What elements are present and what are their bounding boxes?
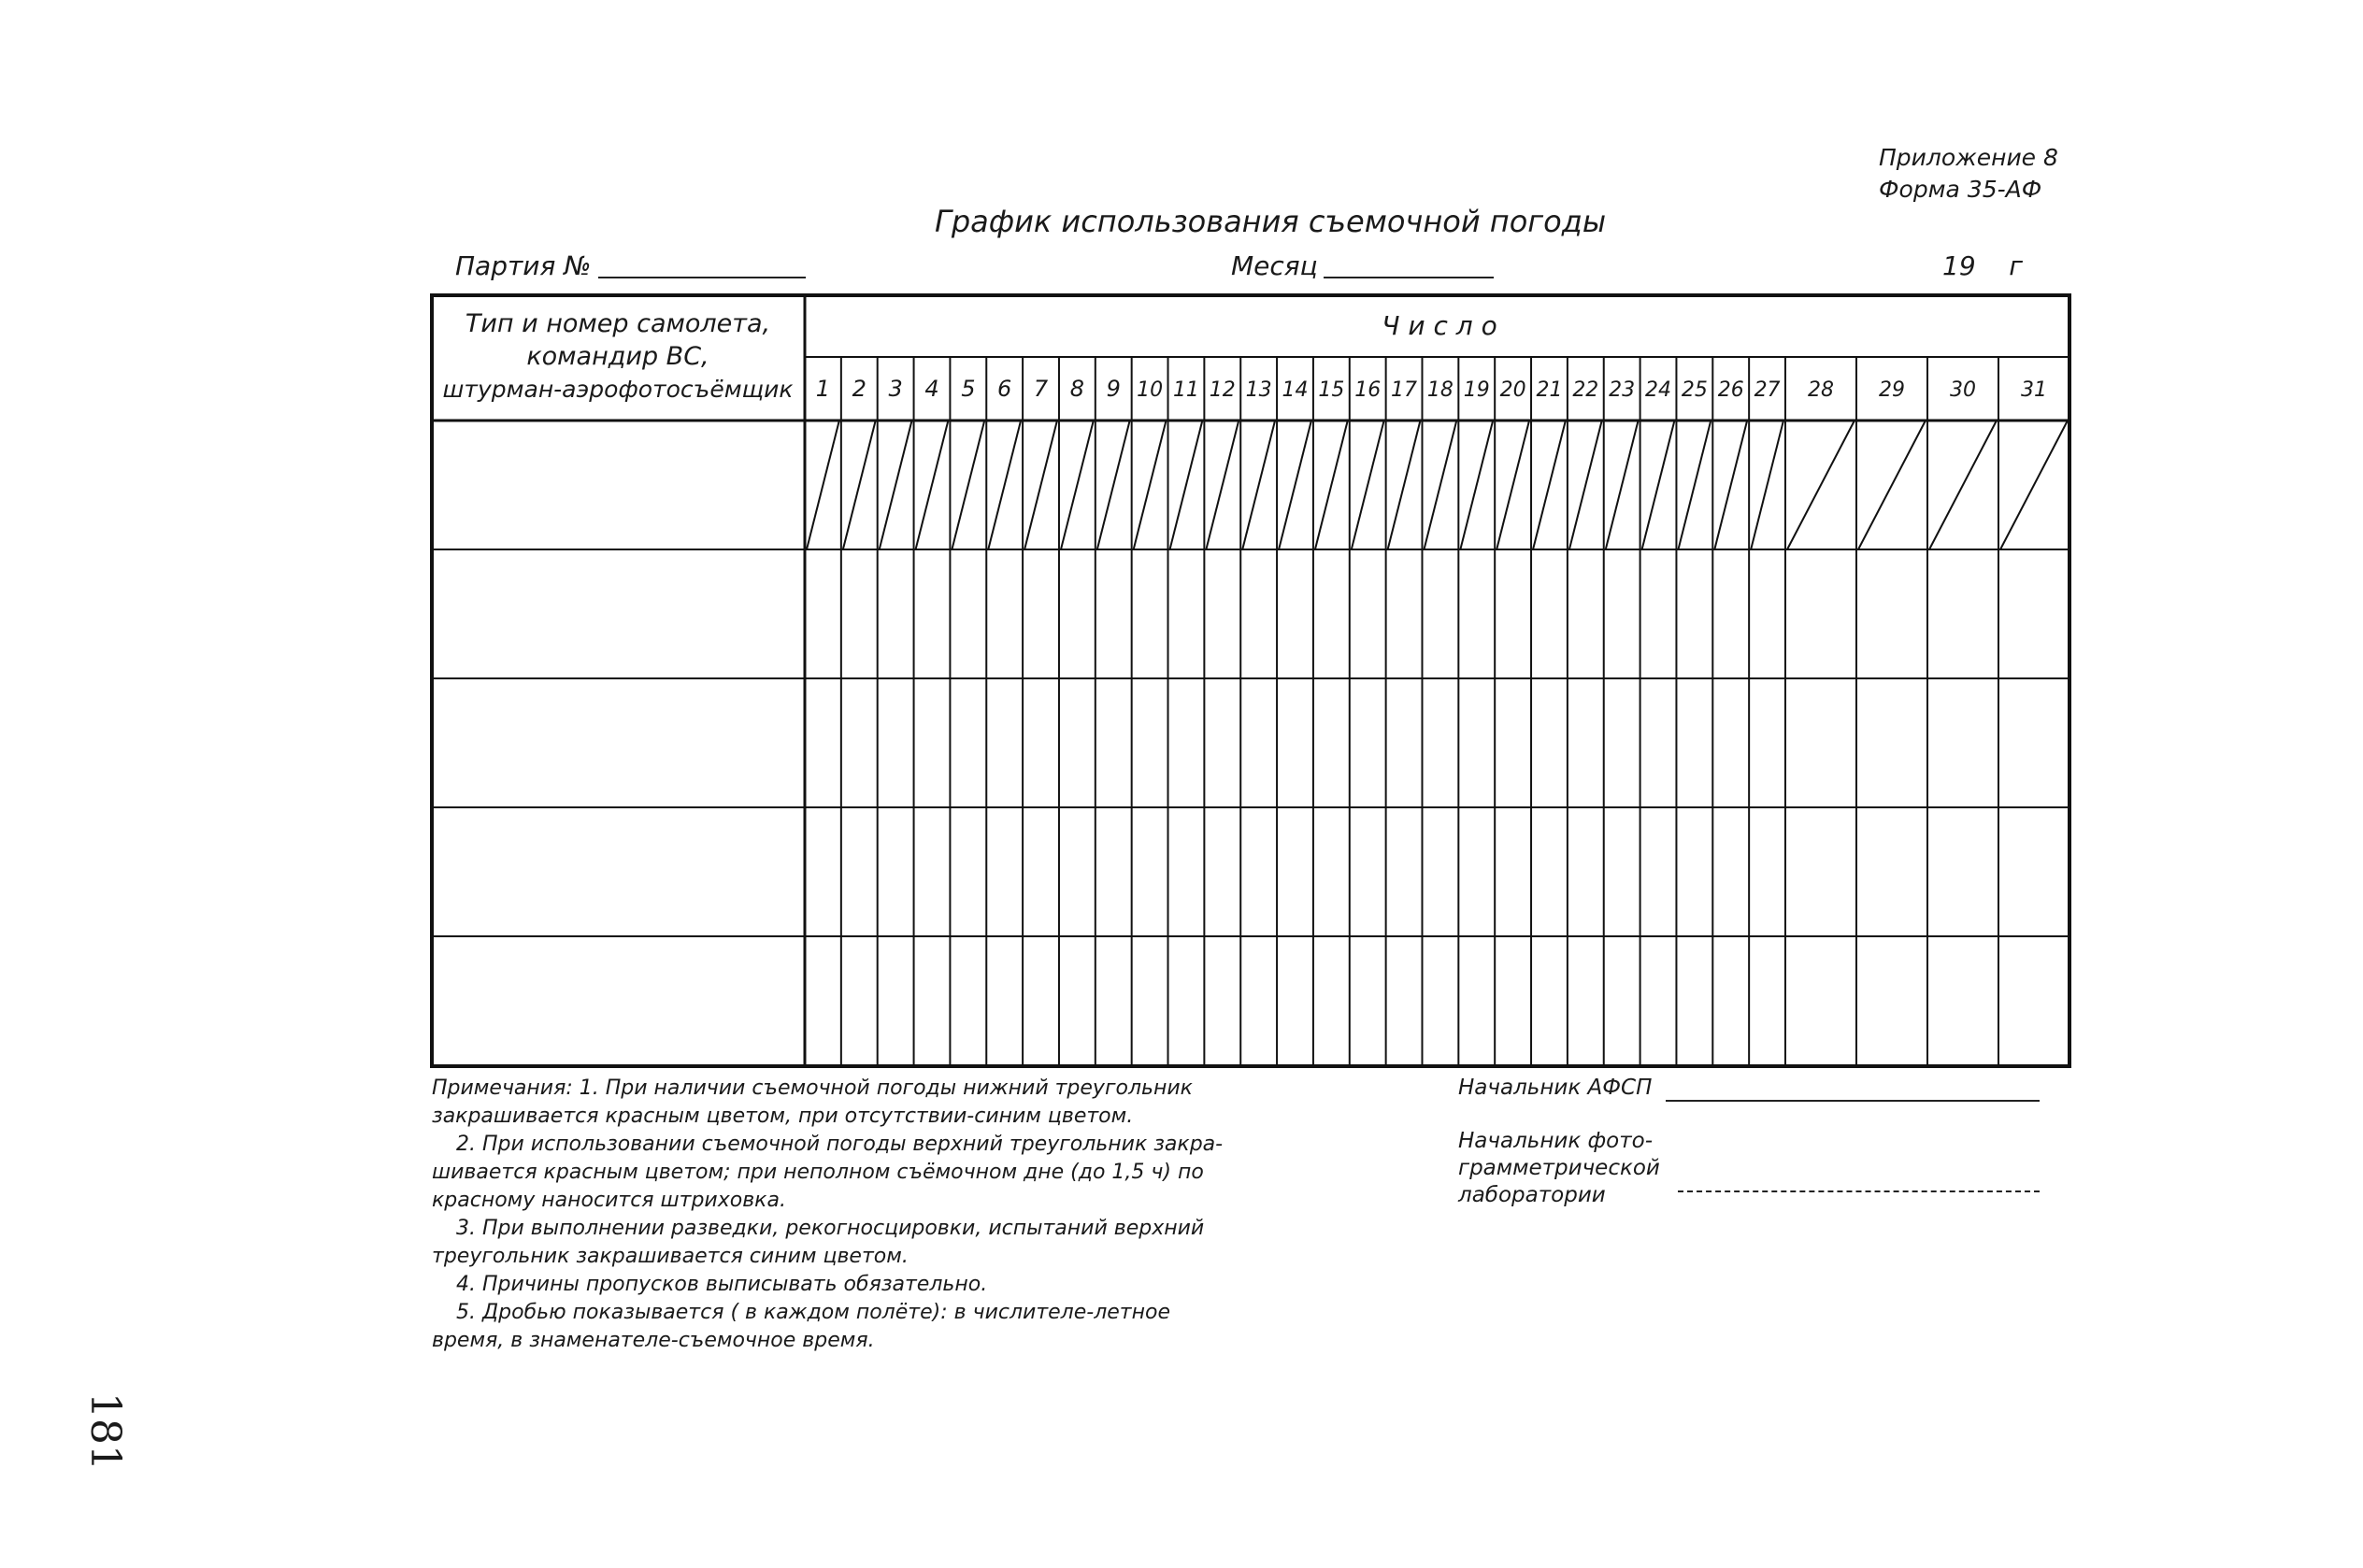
form-number: Форма 35-АФ: [1879, 176, 2042, 203]
day-slash-21: [1533, 421, 1566, 549]
day-slash-19: [1460, 421, 1493, 549]
left-header-line-1: Тип и номер самолета,: [465, 309, 771, 338]
day-number-31: 31: [2021, 378, 2047, 402]
day-slash-24: [1642, 421, 1675, 549]
day-number-22: 22: [1572, 378, 1599, 402]
day-slash-31: [2000, 421, 2068, 549]
day-slash-17: [1388, 421, 1421, 549]
note-line: закрашивается красным цветом, при отсутствии-синим цветом.: [432, 1105, 1134, 1128]
party-field-label: Партия №: [455, 250, 592, 281]
day-slash-22: [1569, 421, 1602, 549]
left-header-line-2: командир ВС,: [526, 342, 709, 371]
day-number-28: 28: [1808, 378, 1834, 402]
day-number-17: 17: [1391, 378, 1418, 402]
day-slash-5: [952, 421, 984, 549]
day-slash-29: [1858, 421, 1926, 549]
day-slash-9: [1097, 421, 1130, 549]
day-number-30: 30: [1950, 378, 1976, 402]
day-slash-14: [1279, 421, 1311, 549]
note-line: красному наносится штриховка.: [432, 1189, 786, 1212]
note-line: треугольник закрашивается синим цветом.: [432, 1245, 909, 1268]
day-slash-16: [1352, 421, 1384, 549]
day-number-5: 5: [961, 376, 976, 402]
day-slash-10: [1134, 421, 1167, 549]
signature-head-lab-line-2: грамметрической: [1458, 1156, 1660, 1180]
note-line: шивается красным цветом; при неполном съёмочном дне (до 1,5 ч) по: [432, 1161, 1204, 1184]
day-number-16: 16: [1354, 378, 1382, 402]
day-slash-4: [916, 421, 949, 549]
day-slash-26: [1714, 421, 1747, 549]
signatures-block: [1458, 1075, 1660, 1209]
day-slash-28: [1787, 421, 1855, 549]
day-number-12: 12: [1209, 378, 1236, 402]
note-line: 4. Причины пропусков выписывать обязательно.: [456, 1273, 988, 1296]
day-number-18: 18: [1426, 378, 1454, 402]
left-header-line-3: штурман-аэрофотосъёмщик: [442, 376, 794, 403]
day-number-23: 23: [1609, 378, 1636, 402]
signature-head-lab-line-1: Начальник фото-: [1458, 1129, 1654, 1153]
appendix-number: Приложение 8: [1879, 144, 2058, 171]
day-number-11: 11: [1172, 378, 1199, 402]
day-number-8: 8: [1069, 376, 1085, 402]
notes-block: [432, 1075, 1223, 1355]
day-number-9: 9: [1106, 376, 1121, 402]
day-number-19: 19: [1463, 378, 1490, 402]
day-number-3: 3: [888, 376, 903, 402]
day-slash-30: [1929, 421, 1997, 549]
signature-head-afsp: Начальник АФСП: [1458, 1076, 1653, 1100]
day-slash-13: [1242, 421, 1275, 549]
day-number-6: 6: [997, 376, 1012, 402]
day-number-14: 14: [1282, 378, 1309, 402]
year-suffix: г: [2009, 250, 2023, 281]
day-slash-18: [1424, 421, 1456, 549]
day-slash-1: [807, 421, 839, 549]
day-slash-2: [843, 421, 876, 549]
page-title: График использования съемочной погоды: [935, 204, 1607, 239]
note-line: 5. Дробью показывается ( в каждом полёте): в числителе-летное: [456, 1301, 1170, 1324]
day-number-2: 2: [852, 376, 866, 402]
day-number-21: 21: [1536, 378, 1563, 402]
day-number-10: 10: [1137, 378, 1164, 402]
year-prefix: 19: [1942, 250, 1976, 281]
day-slash-20: [1497, 421, 1529, 549]
day-number-26: 26: [1717, 378, 1744, 402]
note-line: Примечания: 1. При наличии съемочной погоды нижний треугольник: [432, 1076, 1193, 1100]
day-number-7: 7: [1033, 376, 1049, 402]
day-slash-8: [1061, 421, 1094, 549]
signature-line-afsp: [1666, 1100, 2040, 1102]
month-field-label: Месяц: [1231, 250, 1318, 281]
day-slash-7: [1024, 421, 1057, 549]
day-slash-3: [880, 421, 912, 549]
day-number-25: 25: [1681, 378, 1708, 402]
day-number-20: 20: [1499, 378, 1526, 402]
day-number-13: 13: [1245, 378, 1272, 402]
day-grid: [807, 357, 2068, 1066]
signature-line-lab: [1678, 1190, 2040, 1192]
note-line: время, в знаменателе-съемочное время.: [432, 1329, 875, 1352]
day-number-27: 27: [1754, 378, 1781, 402]
day-slash-12: [1206, 421, 1239, 549]
group-header-number: Ч и с л о: [1382, 310, 1497, 341]
day-number-1: 1: [815, 376, 831, 402]
day-number-29: 29: [1879, 378, 1905, 402]
page-number: 181: [81, 1392, 129, 1471]
table-border: [432, 295, 2069, 1066]
day-slash-25: [1678, 421, 1711, 549]
day-slash-27: [1751, 421, 1783, 549]
day-number-24: 24: [1645, 378, 1672, 402]
note-line: 3. При выполнении разведки, рекогносцировки, испытаний верхний: [456, 1217, 1205, 1240]
day-slash-15: [1315, 421, 1348, 549]
day-slash-6: [988, 421, 1021, 549]
day-number-4: 4: [924, 376, 939, 402]
day-number-15: 15: [1318, 378, 1345, 402]
note-line: 2. При использовании съемочной погоды верхний треугольник закра-: [456, 1133, 1224, 1156]
day-slash-23: [1606, 421, 1639, 549]
signature-head-lab-line-3: лаборатории: [1458, 1183, 1606, 1207]
day-slash-11: [1170, 421, 1203, 549]
